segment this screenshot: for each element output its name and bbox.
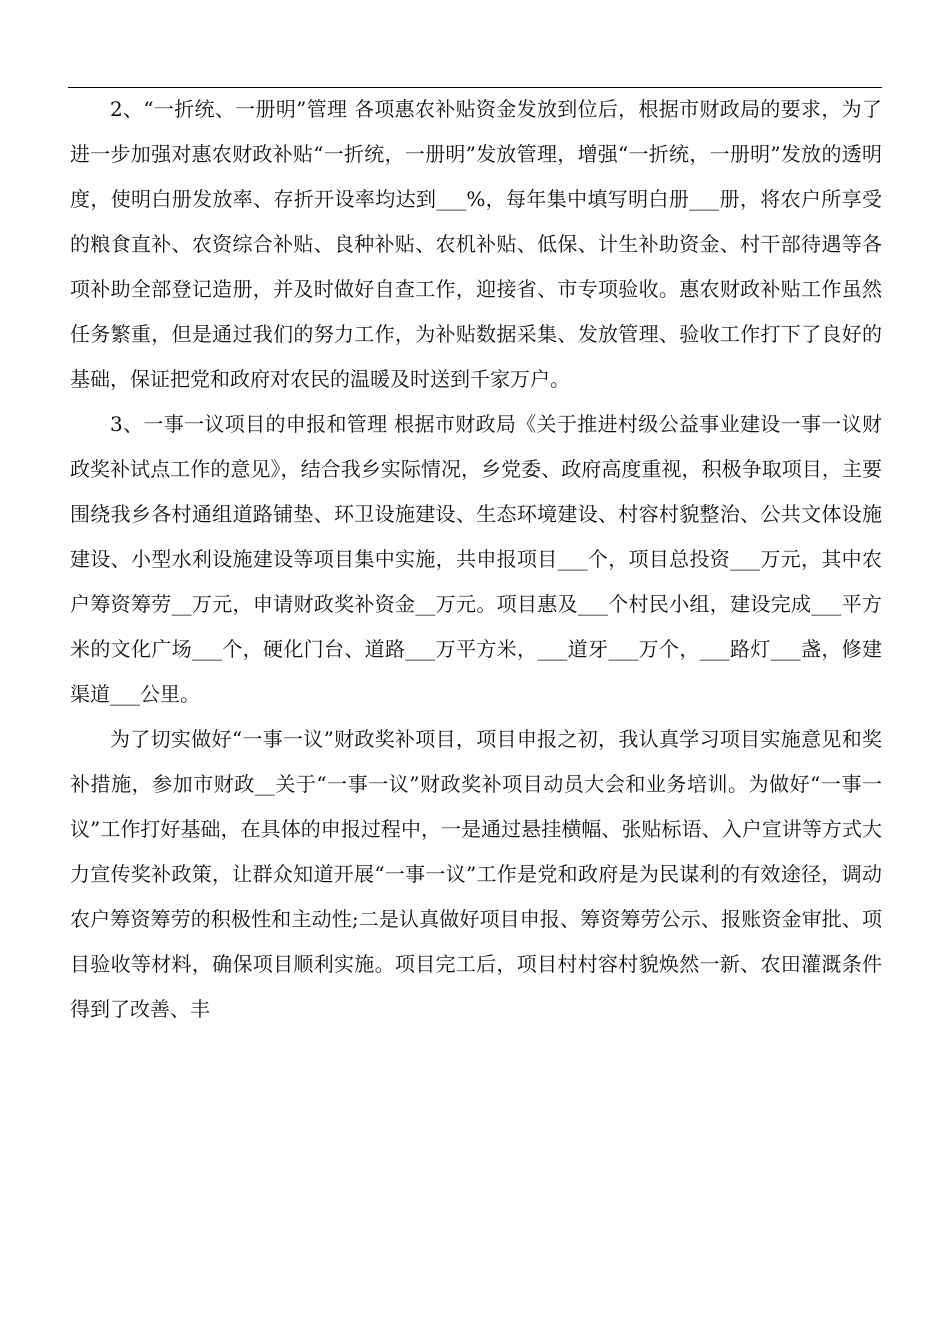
document-body <box>70 87 882 1032</box>
paragraph-project-implementation: 为了切实做好“一事一议”财政奖补项目，项目申报之初，我认真学习项目实施意见和奖补措施，参加市财政__关于“一事一议”财政奖补项目动员大会和业务培训。为做好“一事一议”工作打好基础，在具体的申报过程中，一是通过悬挂横幅、张贴标语、入户宣讲等方式大力宣传奖补政策，让群众知道开展“一事一议”工作是党和政府是为民谋利的有效途径，调动农户筹资筹劳的积极性和主动性;二是认真做好项目申报、筹资筹劳公示、报账资金审批、项目验收等材料，确保项目顺利实施。项目完工后，项目村村容村貌焕然一新、农田灌溉条件得到了改善、丰 <box>70 727 882 1021</box>
paragraph-project-application: 3、一事一议项目的申报和管理 根据市财政局《关于推进村级公益事业建设一事一议财政奖补试点工作的意见》，结合我乡实际情况，乡党委、政府高度重视，积极争取项目，主要围绕我乡各村通组道路铺垫、环卫设施建设、生态环境建设、村容村貌整治、公共文体设施建设、小型水利设施建设等项目集中实施，共申报项目___个，项目总投资___万元，其中农户筹资筹劳__万元，申请财政奖补资金__万元。项目惠及___个村民小组，建设完成___平方米的文化广场___个，硬化门台、道路___万平方米，___道牙___万个，___路灯___盏，修建渠道___公里。 <box>70 412 882 706</box>
paragraph-management: 2、“一折统、一册明”管理 各项惠农补贴资金发放到位后，根据市财政局的要求，为了进一步加强对惠农财政补贴“一折统，一册明”发放管理，增强“一折统，一册明”发放的透明度，使明白册发放率、存折开设率均达到___%，每年集中填写明白册___册，将农户所享受的粮食直补、农资综合补贴、良种补贴、农机补贴、低保、计生补助资金、村干部待遇等各项补助全部登记造册，并及时做好自查工作，迎接省、市专项验收。惠农财政补贴工作虽然任务繁重，但是通过我们的努力工作，为补贴数据采集、发放管理、验收工作打下了良好的基础，保证把党和政府对农民的温暖及时送到千家万户。 <box>70 97 882 391</box>
